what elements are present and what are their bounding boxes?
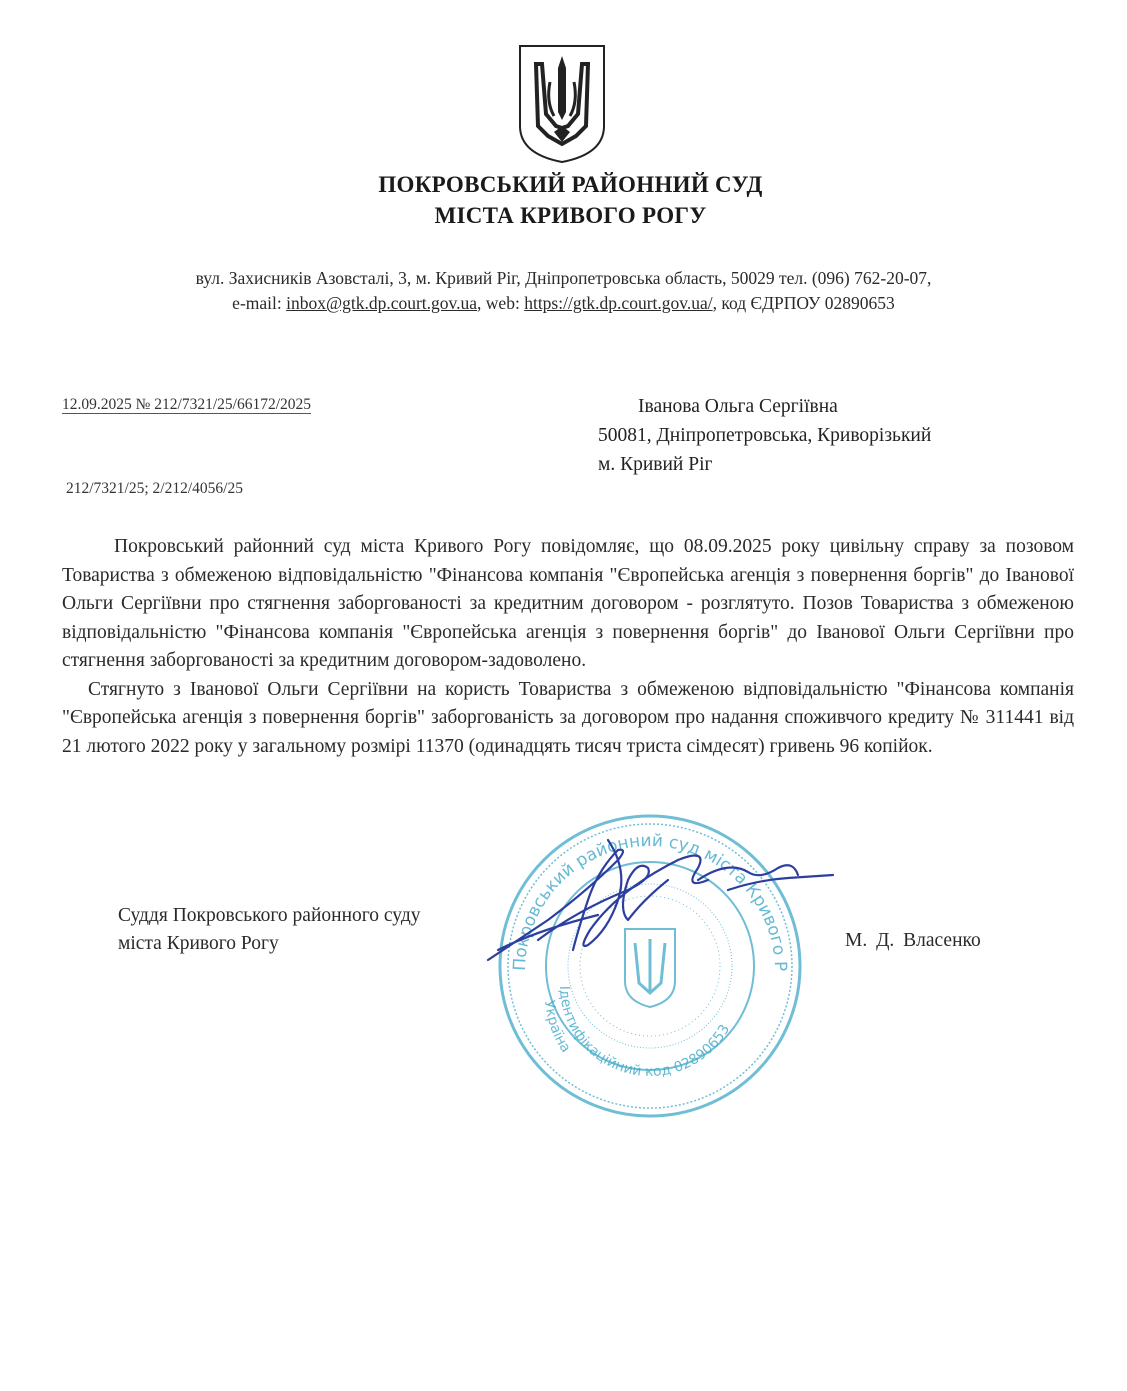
judge-position-line1: Суддя Покровського районного суду <box>118 905 421 926</box>
judge-name: М. Д. Власенко <box>845 930 981 951</box>
stamp-inner-text: Ідентифікаційний код 02890653 <box>555 985 734 1081</box>
court-address: вул. Захисників Азовсталі, 3, м. Кривий Ріг, Дніпропетровська область, 50029 тел. (096) 762-20-07, <box>195 268 932 288</box>
judge-signature <box>478 820 838 980</box>
notice-paragraph-1: Покровський районний суд міста Кривого Рогу повідомляє, що 08.09.2025 року цивільну справу за позовом Товариства з обмеженою відповідальністю "Фінансова компанія "Європейська агенція з повернення боргів" до Іванової Ольги Сергіївни про стягнення заборгованості за кредитним договором - розглятуто. Позов Товариства з обмеженою відповідальністю "Фінансова компанія "Європейська агенція з повернення боргів" до Іванової Ольги Сергіївни про стягнення заборгованості за кредитним договором-задоволено. <box>62 536 1074 671</box>
svg-text:Ідентифікаційний код 02890653 <box>556 986 733 1080</box>
case-numbers: 212/7321/25; 2/212/4056/25 <box>66 480 243 497</box>
recipient-address-line1: 50081, Дніпропетровська, Криворізький <box>598 425 932 446</box>
notice-body <box>62 533 1074 761</box>
web-label: , web: <box>477 293 525 313</box>
stamp-outer-text: Покровський районний суд міста Кривого Р <box>509 830 791 972</box>
trident-coat-of-arms-icon <box>516 42 608 166</box>
recipient-address-line2: м. Кривий Ріг <box>598 454 713 475</box>
court-name-line1: ПОКРОВСЬКИЙ РАЙОННИЙ СУД <box>378 172 763 197</box>
recipient-name: Іванова Ольга Сергіївна <box>638 396 838 417</box>
edrpou-code: , код ЄДРПОУ 02890653 <box>712 293 895 313</box>
email-label: e-mail: <box>232 293 287 313</box>
judge-position-line2: міста Кривого Рогу <box>118 933 279 954</box>
email-link[interactable]: inbox@gtk.dp.court.gov.ua <box>286 293 478 313</box>
judge-position <box>118 902 421 958</box>
outgoing-reference: 12.09.2025 № 212/7321/25/66172/2025 <box>62 396 312 413</box>
web-link[interactable]: https://gtk.dp.court.gov.ua/ <box>524 293 713 313</box>
recipient-block <box>598 392 931 479</box>
court-contacts <box>0 293 1127 314</box>
court-name-line2: МІСТА КРИВОГО РОГУ <box>434 203 707 228</box>
stamp-bottom-text: Україна <box>540 999 574 1056</box>
notice-paragraph-2: Стягнуто з Іванової Ольги Сергіївни на користь Товариства з обмеженою відповідальністю "Фінансова компанія "Європейська агенція з повернення боргів" заборгованість за договором про надання споживчого кредиту № 311441 від 21 лютого 2022 року у загальному розмірі 11370 (одинадцять тисяч триста сімдесят) гривень 96 копійок. <box>62 678 1074 757</box>
